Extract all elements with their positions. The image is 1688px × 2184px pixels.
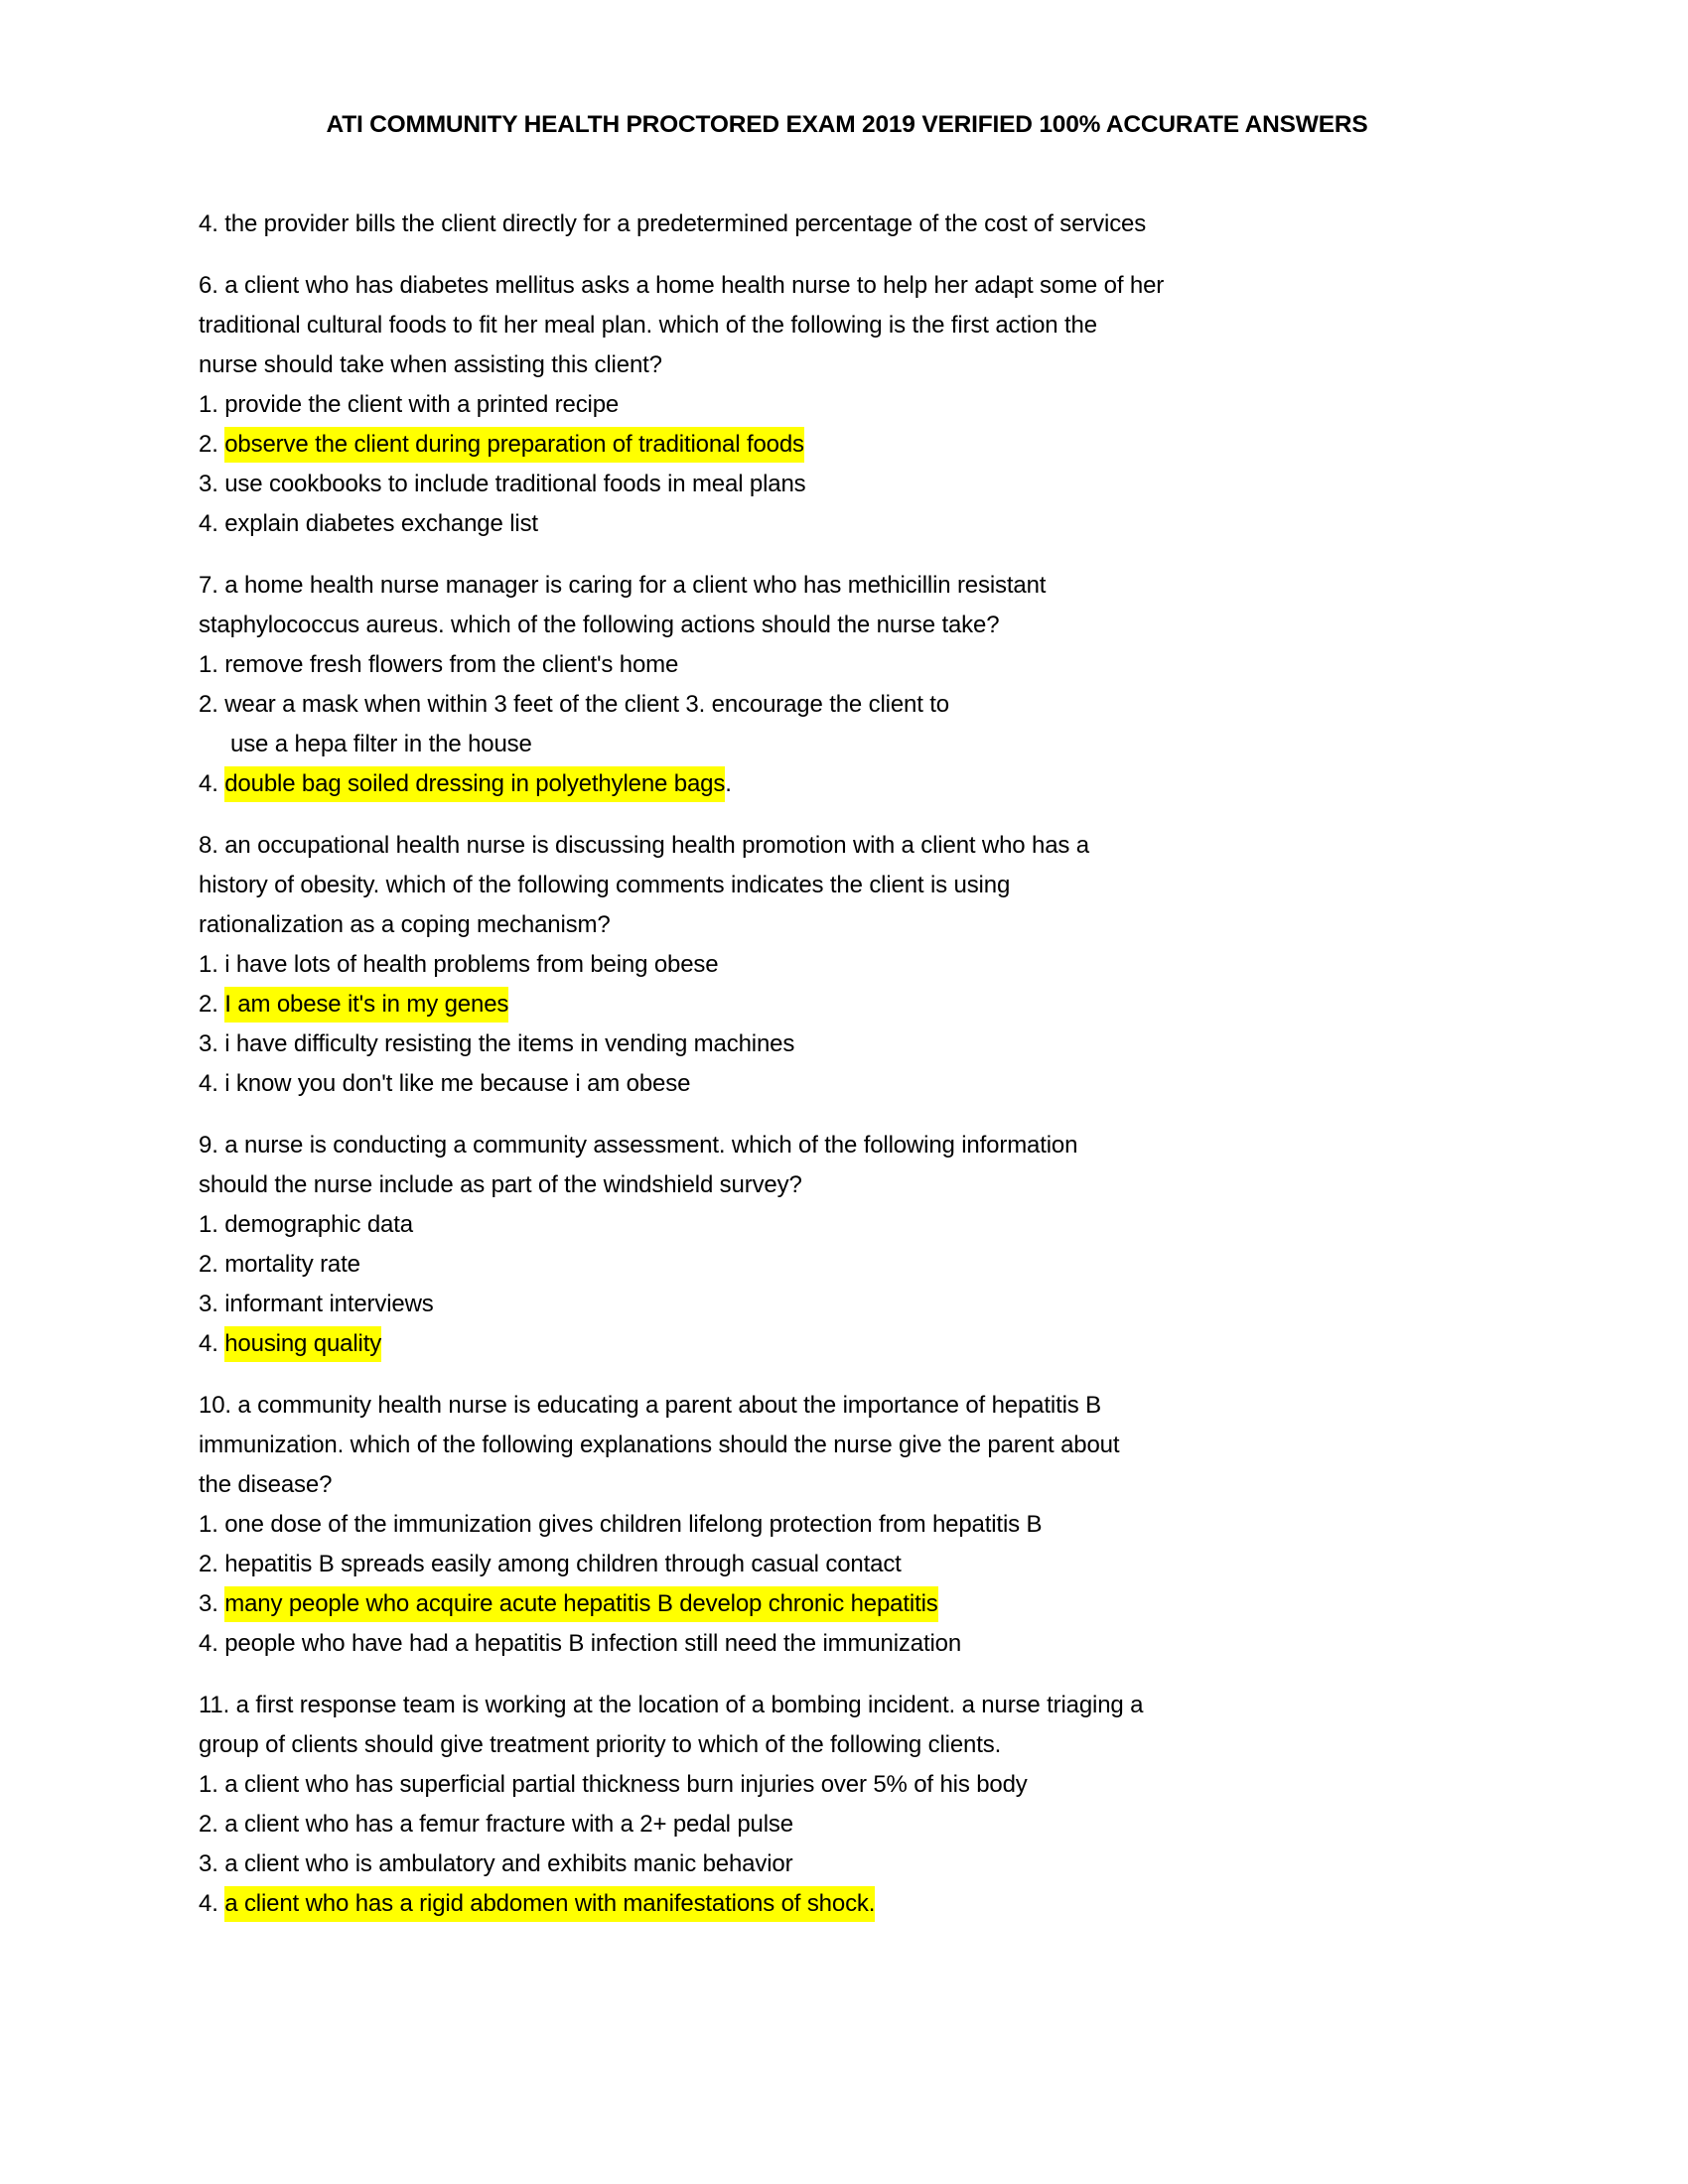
text-line (199, 1465, 1489, 1505)
question-block-q11 (199, 1686, 1489, 1924)
line-text: 1. demographic data (199, 1211, 413, 1238)
line-text: rationalization as a coping mechanism? (199, 911, 611, 938)
text-line (199, 504, 1489, 544)
line-text: the disease? (199, 1471, 333, 1498)
text-line (199, 1285, 1489, 1324)
text-line (199, 1725, 1489, 1765)
text-line (199, 1844, 1489, 1884)
text-line (199, 1426, 1489, 1465)
line-text: 1. i have lots of health problems from being obese (199, 951, 719, 978)
text-line (199, 1686, 1489, 1725)
text-line (199, 1064, 1489, 1104)
line-text: 2. (199, 431, 225, 458)
line-text: use a hepa filter in the house (230, 731, 532, 757)
text-line (199, 866, 1489, 905)
line-text: 1. remove fresh flowers from the client's home (199, 651, 679, 678)
text-line (199, 1386, 1489, 1426)
text-line (199, 1805, 1489, 1844)
line-text: 6. a client who has diabetes mellitus asks a home health nurse to help her adapt some of her (199, 272, 1165, 299)
line-text: nurse should take when assisting this client? (199, 351, 662, 378)
line-text: 10. a community health nurse is educating a parent about the importance of hepatitis B (199, 1392, 1101, 1419)
line-text: 2. hepatitis B spreads easily among children through casual contact (199, 1551, 902, 1577)
line-text: history of obesity. which of the following comments indicates the client is using (199, 872, 1011, 898)
line-text: 4. (199, 1330, 225, 1357)
question-block-q4-partial (199, 205, 1489, 244)
line-text: 3. i have difficulty resisting the items in vending machines (199, 1030, 795, 1057)
line-text: 2. mortality rate (199, 1251, 360, 1278)
text-line (199, 1024, 1489, 1064)
line-text: 9. a nurse is conducting a community assessment. which of the following information (199, 1132, 1078, 1159)
line-text: 4. (199, 1890, 225, 1917)
line-text: 3. informant interviews (199, 1291, 434, 1317)
text-line (199, 425, 1489, 465)
text-line (199, 1324, 1489, 1364)
line-text: 3. use cookbooks to include traditional foods in meal plans (199, 471, 806, 497)
line-text: immunization. which of the following explanations should the nurse give the parent about (199, 1432, 1120, 1458)
text-line (199, 465, 1489, 504)
text-line (199, 205, 1489, 244)
highlighted-answer: observe the client during preparation of traditional foods (224, 427, 804, 463)
text-line (199, 1505, 1489, 1545)
question-block-q7 (199, 566, 1489, 804)
text-line (199, 1165, 1489, 1205)
line-text: 2. (199, 991, 225, 1018)
line-text-suffix: . (725, 770, 732, 797)
text-line (199, 306, 1489, 345)
text-line (199, 826, 1489, 866)
text-line (199, 645, 1489, 685)
line-text: group of clients should give treatment priority to which of the following clients. (199, 1731, 1002, 1758)
text-line (199, 385, 1489, 425)
text-line (199, 985, 1489, 1024)
line-text: 4. explain diabetes exchange list (199, 510, 538, 537)
line-text: 7. a home health nurse manager is caring for a client who has methicillin resistant (199, 572, 1047, 599)
text-line (199, 685, 1489, 725)
text-line (199, 266, 1489, 306)
text-line (199, 1884, 1489, 1924)
line-text: 4. i know you don't like me because i am obese (199, 1070, 691, 1097)
question-list (199, 205, 1489, 1924)
line-text: 4. people who have had a hepatitis B infection still need the immunization (199, 1630, 962, 1657)
text-line (199, 1624, 1489, 1664)
text-line (199, 905, 1489, 945)
text-line (199, 345, 1489, 385)
text-line (199, 566, 1489, 606)
line-text: 11. a first response team is working at the location of a bombing incident. a nurse triaging a (199, 1692, 1144, 1718)
question-block-q8 (199, 826, 1489, 1104)
highlighted-answer: housing quality (224, 1326, 381, 1362)
text-line (199, 1584, 1489, 1624)
text-line (199, 1205, 1489, 1245)
line-text: 1. one dose of the immunization gives children lifelong protection from hepatitis B (199, 1511, 1043, 1538)
text-line (199, 606, 1489, 645)
text-line (199, 1765, 1489, 1805)
line-text: 4. the provider bills the client directly for a predetermined percentage of the cost of services (199, 210, 1147, 237)
question-block-q9 (199, 1126, 1489, 1364)
highlighted-answer: double bag soiled dressing in polyethylene bags (224, 766, 725, 802)
highlighted-answer: a client who has a rigid abdomen with manifestations of shock. (224, 1886, 875, 1922)
line-text: 8. an occupational health nurse is discussing health promotion with a client who has a (199, 832, 1089, 859)
line-text: 3. a client who is ambulatory and exhibits manic behavior (199, 1850, 793, 1877)
line-text: staphylococcus aureus. which of the following actions should the nurse take? (199, 612, 1000, 638)
line-text: 3. (199, 1590, 225, 1617)
text-line (199, 1545, 1489, 1584)
line-text: 2. a client who has a femur fracture with a 2+ pedal pulse (199, 1811, 793, 1838)
question-block-q6 (199, 266, 1489, 544)
line-text: 4. (199, 770, 225, 797)
line-text: should the nurse include as part of the windshield survey? (199, 1171, 802, 1198)
line-text: traditional cultural foods to fit her meal plan. which of the following is the first action the (199, 312, 1097, 339)
page-title: ATI COMMUNITY HEALTH PROCTORED EXAM 2019 VERIFIED 100% ACCURATE ANSWERS (326, 111, 1368, 138)
highlighted-answer: I am obese it's in my genes (224, 987, 508, 1023)
question-block-q10 (199, 1386, 1489, 1664)
text-line (199, 1126, 1489, 1165)
line-text: 2. wear a mask when within 3 feet of the client 3. encourage the client to (199, 691, 950, 718)
line-text: 1. provide the client with a printed recipe (199, 391, 620, 418)
text-line (199, 1245, 1489, 1285)
line-text: 1. a client who has superficial partial thickness burn injuries over 5% of his body (199, 1771, 1028, 1798)
highlighted-answer: many people who acquire acute hepatitis B develop chronic hepatitis (224, 1586, 937, 1622)
text-line (199, 764, 1489, 804)
text-line (199, 725, 1489, 764)
text-line (199, 945, 1489, 985)
